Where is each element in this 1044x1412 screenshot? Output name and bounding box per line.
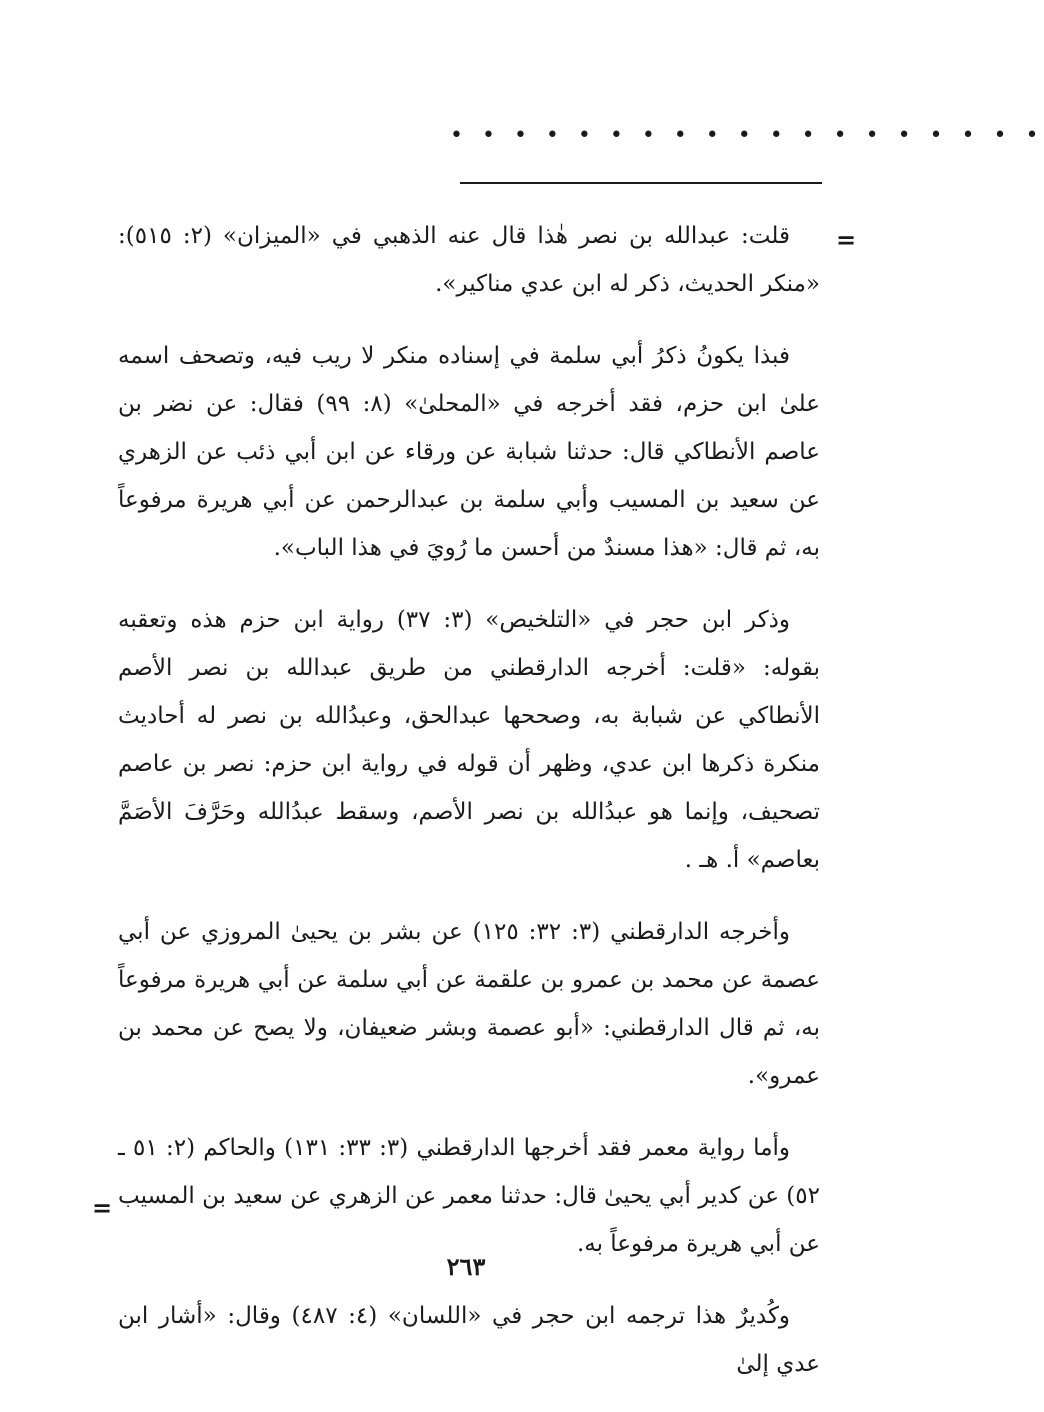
page-number: ٢٦٣ [446, 1252, 486, 1281]
header-dots-separator: • • • • • • • • • • • • • • • • • • • [450, 123, 1044, 148]
paragraph-6: وكُديرٌ هذا ترجمه ابن حجر في «اللسان» (٤: ٤٨٧) وقال: «أشار ابن عدي إلىٰ [118, 1303, 820, 1377]
continuation-mark-top: = [836, 225, 857, 254]
footnote-body [118, 212, 820, 1412]
paragraph-1: قلت: عبدالله بن نصر هٰذا قال عنه الذهبي في «الميزان» (٢: ٥١٥): «منكر الحديث، ذكر له ابن عدي مناكير». [118, 223, 820, 297]
continuation-mark-bottom: = [92, 1193, 113, 1222]
paragraph-4: وأخرجه الدارقطني (٣: ٣٢: ١٢٥) عن بشر بن يحيىٰ المروزي عن أبي عصمة عن محمد بن عمرو بن علقمة عن أبي سلمة عن أبي هريرة مرفوعاً به، ثم قال الدارقطني: «أبو عصمة وبشر ضعيفان، ولا يصح عن محمد بن عمرو». [118, 919, 820, 1089]
paragraph-5: وأما رواية معمر فقد أخرجها الدارقطني (٣: ٣٣: ١٣١) والحاكم (٢: ٥١ ـ ٥٢) عن كدير أبي يحيىٰ قال: حدثنا معمر عن الزهري عن سعيد بن المسيب عن أبي هريرة مرفوعاً به. [118, 1135, 820, 1257]
paragraph-3: وذكر ابن حجر في «التلخيص» (٣: ٣٧) رواية ابن حزم هذه وتعقبه بقوله: «قلت: أخرجه الدارقطني من طريق عبدالله بن نصر الأصم الأنطاكي عن شبابة به، وصححها عبدالحق، وعبدُالله بن نصر له أحاديث منكرة ذكرها ابن عدي، وظهر أن قوله في رواية ابن حزم: نصر بن عاصم تصحيف، وإنما هو عبدُالله بن نصر الأصم، وسقط عبدُالله وحَرَّفَ الأصَمَّ بعاصم» أ. هـ . [118, 607, 820, 873]
footnote-rule [460, 182, 822, 184]
paragraph-2: فبذا يكونُ ذكرُ أبي سلمة في إسناده منكر لا ريب فيه، وتصحف اسمه علىٰ ابن حزم، فقد أخرجه في «المحلىٰ» (٨: ٩٩) فقال: عن نضر بن عاصم الأنطاكي قال: حدثنا شبابة عن ورقاء عن ابن أبي ذئب عن الزهري عن سعيد بن المسيب وأبي سلمة بن عبدالرحمن عن أبي هريرة مرفوعاً به، ثم قال: «هذا مسندٌ من أحسن ما رُويَ في هذا الباب». [118, 343, 820, 561]
